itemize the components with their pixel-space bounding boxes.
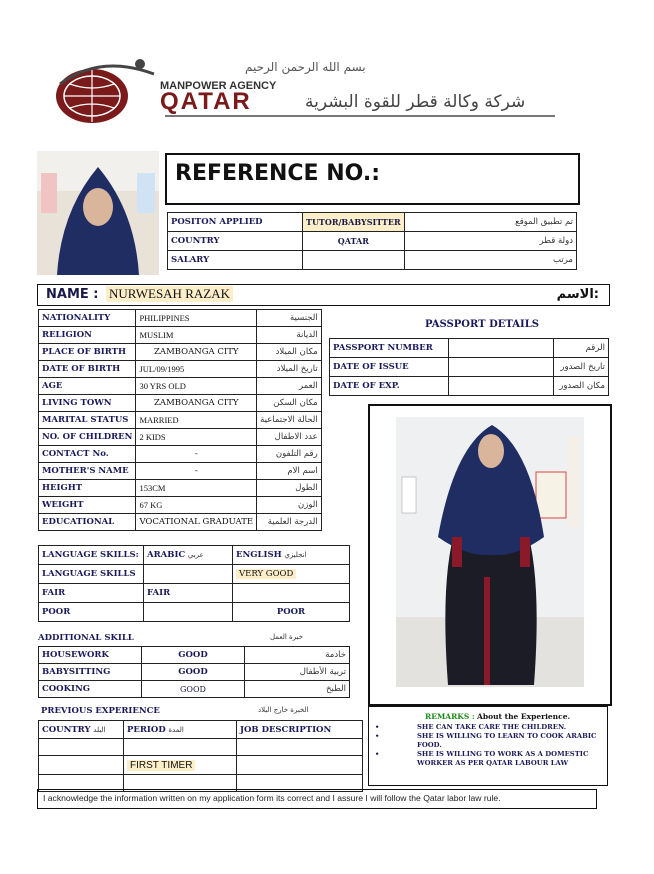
arabic-level: FAIR (144, 584, 233, 603)
detail-label: HEIGHT (39, 480, 136, 497)
passport-table (329, 338, 609, 396)
col-country-ar: البلد (93, 725, 106, 734)
agency-logo (50, 58, 160, 128)
table-row (39, 664, 350, 681)
salary-value (303, 251, 405, 270)
remarks-label: REMARKS : (425, 712, 475, 721)
passport-title: PASSPORT DETAILS (425, 319, 539, 330)
arabic-level (144, 603, 233, 622)
arabic-label: ARABIC (147, 550, 186, 560)
table-row (39, 310, 322, 327)
col-period-label: PERIOD (127, 724, 166, 735)
detail-value: - (136, 463, 257, 480)
arabic-label-ar: عربي (187, 551, 204, 559)
detail-label: RELIGION (39, 327, 136, 344)
calligraphy: بسم الله الرحمن الرحيم (245, 60, 366, 74)
language-header: LANGUAGE SKILLS: (39, 546, 144, 565)
acknowledgement-text: I acknowledge the information written on my application form its correct and I assure I will follow the Qatar labor law rule. (43, 793, 501, 803)
table-row (39, 681, 350, 698)
country-value: QATAR (303, 232, 405, 251)
table-row (39, 721, 363, 739)
detail-arabic: الوزن (257, 497, 322, 514)
remark-text: SHE IS WILLING TO WORK AS A DOMESTIC WORKER AS PER QATAR LABOUR LAW (417, 750, 589, 767)
bullet-icon: • (375, 732, 380, 740)
col-country (39, 721, 124, 739)
detail-label: DATE OF BIRTH (39, 361, 136, 378)
detail-arabic: العمر (257, 378, 322, 395)
table-row (330, 358, 609, 377)
position-table (167, 212, 577, 270)
english-level: VERY GOOD (236, 569, 296, 579)
detail-label: NO. OF CHILDREN (39, 429, 136, 446)
name-arabic: الاسم: (556, 287, 599, 302)
detail-value: VOCATIONAL GRADUATE (136, 514, 257, 531)
remarks-list (375, 723, 601, 768)
table-row (168, 213, 577, 232)
name-bar (37, 284, 610, 306)
passport-value (449, 358, 554, 377)
english-label: ENGLISH (236, 550, 282, 560)
table-row (168, 251, 577, 270)
detail-value: - (136, 446, 257, 463)
remark-text: SHE IS WILLING TO LEARN TO COOK ARABIC FOOD. (417, 732, 597, 749)
passport-arabic: الرقم (554, 339, 609, 358)
detail-label: MOTHER'S NAME (39, 463, 136, 480)
english-label-ar: انجليزي (284, 551, 307, 559)
personal-details-table (38, 309, 322, 531)
first-timer-note: FIRST TIMER (127, 760, 195, 771)
acknowledgement-box (37, 789, 597, 809)
detail-arabic: عدد الاطفال (257, 429, 322, 446)
skill-label: BABYSITTING (39, 664, 142, 681)
skill-label: COOKING (39, 681, 142, 698)
detail-label: MARITAL STATUS (39, 412, 136, 429)
table-row (39, 395, 322, 412)
country-arabic: دولة قطر (404, 232, 576, 251)
list-item (375, 732, 601, 750)
table-row (39, 739, 363, 756)
table-row (39, 756, 363, 775)
experience-table (38, 720, 363, 792)
table-row (39, 480, 322, 497)
additional-skill-table (38, 646, 350, 698)
table-row (39, 463, 322, 480)
agency-name: QATAR (160, 88, 252, 115)
detail-arabic: الطول (257, 480, 322, 497)
table-row (39, 327, 322, 344)
table-row (39, 429, 322, 446)
col-country-label: COUNTRY (42, 724, 91, 735)
remarks-title: About the Experience. (477, 712, 571, 721)
detail-value: 2 KIDS (136, 429, 257, 446)
language-table (38, 545, 350, 622)
col-period (124, 721, 237, 739)
detail-value: MUSLIM (136, 327, 257, 344)
position-arabic: تم تطبيق الموقع (404, 213, 576, 232)
table-row (39, 378, 322, 395)
position-label: POSITON APPLIED (168, 213, 303, 232)
salary-arabic: مرتب (404, 251, 576, 270)
table-row (39, 546, 350, 565)
salary-label: SALARY (168, 251, 303, 270)
passport-value (449, 377, 554, 396)
skill-value: GOOD (142, 647, 245, 664)
detail-label: AGE (39, 378, 136, 395)
detail-value: JUL/09/1995 (136, 361, 257, 378)
detail-value: ZAMBOANGA CITY (136, 395, 257, 412)
table-row (39, 584, 350, 603)
additional-skill-title: ADDITIONAL SKILL (38, 633, 134, 643)
remark-text: SHE CAN TAKE CARE THE CHILDREN. (417, 723, 567, 731)
detail-label: PLACE OF BIRTH (39, 344, 136, 361)
passport-arabic: مكان الصدور (554, 377, 609, 396)
detail-label: LIVING TOWN (39, 395, 136, 412)
passport-label: PASSPORT NUMBER (330, 339, 449, 358)
table-row (39, 412, 322, 429)
detail-arabic: الديانة (257, 327, 322, 344)
skill-arabic: تربية الأطفال (245, 664, 350, 681)
bullet-icon: • (375, 723, 380, 731)
name-value: NURWESAH RAZAK (106, 286, 233, 302)
list-item (375, 750, 601, 768)
detail-label: CONTACT No. (39, 446, 136, 463)
table-row (330, 377, 609, 396)
experience-title: PREVIOUS EXPERIENCE (41, 706, 160, 716)
additional-skill-title-ar: خبرة العمل (270, 633, 303, 641)
position-value: TUTOR/BABYSITTER (303, 213, 405, 232)
detail-arabic: اسم الام (257, 463, 322, 480)
remarks-header (425, 712, 570, 721)
remarks-box (368, 706, 608, 786)
name-label: NAME : (46, 287, 99, 302)
agency-top-label: MANPOWER AGENCY (160, 80, 277, 92)
experience-title-ar: الخبرة خارج البلاد (258, 706, 309, 714)
detail-value: 30 YRS OLD (136, 378, 257, 395)
skill-value: GOOD (142, 664, 245, 681)
detail-arabic: مكان السكن (257, 395, 322, 412)
detail-value: ZAMBOANGA CITY (136, 344, 257, 361)
reference-label: REFERENCE NO.: (175, 161, 381, 186)
detail-value: 153CM (136, 480, 257, 497)
table-row (330, 339, 609, 358)
agency-name-arabic: شركة وكالة قطر للقوة البشرية (305, 92, 526, 112)
country-label: COUNTRY (168, 232, 303, 251)
table-row (39, 514, 322, 531)
english-level: POOR (233, 603, 350, 622)
table-row (39, 446, 322, 463)
detail-value: PHILIPPINES (136, 310, 257, 327)
skill-label: HOUSEWORK (39, 647, 142, 664)
skill-arabic: خادمة (245, 647, 350, 664)
detail-value: MARRIED (136, 412, 257, 429)
detail-arabic: الدرجة العلمية (257, 514, 322, 531)
passport-label: DATE OF ISSUE (330, 358, 449, 377)
table-row (39, 361, 322, 378)
applicant-photo-portrait (37, 151, 159, 275)
applicant-photo-full (396, 417, 584, 687)
english-level (233, 584, 350, 603)
detail-arabic: مكان الميلاد (257, 344, 322, 361)
table-row (39, 497, 322, 514)
skill-value: GOOD (142, 681, 245, 698)
table-row (39, 344, 322, 361)
col-job: JOB DESCRIPTION (237, 721, 363, 739)
passport-label: DATE OF EXP. (330, 377, 449, 396)
detail-arabic: الجنسية (257, 310, 322, 327)
passport-value (449, 339, 554, 358)
col-period-ar: المدة (168, 725, 184, 734)
table-row (39, 565, 350, 584)
arabic-level (144, 565, 233, 584)
language-row-label: LANGUAGE SKILLS (39, 565, 144, 584)
arabic-column-header (144, 546, 233, 565)
detail-value: 67 KG (136, 497, 257, 514)
language-row-label: POOR (39, 603, 144, 622)
list-item (375, 723, 601, 732)
detail-arabic: رقم التلفون (257, 446, 322, 463)
detail-label: EDUCATIONAL (39, 514, 136, 531)
detail-arabic: الحالة الاجتماعية (257, 412, 322, 429)
agency-underline (165, 115, 555, 117)
table-row (39, 603, 350, 622)
bullet-icon: • (375, 750, 380, 758)
language-row-label: FAIR (39, 584, 144, 603)
reference-box (165, 153, 580, 205)
table-row (168, 232, 577, 251)
table-row (39, 647, 350, 664)
detail-label: NATIONALITY (39, 310, 136, 327)
passport-arabic: تاريخ الصدور (554, 358, 609, 377)
english-column-header (233, 546, 350, 565)
detail-arabic: تاريخ الميلاد (257, 361, 322, 378)
detail-label: WEIGHT (39, 497, 136, 514)
skill-arabic: الطبخ (245, 681, 350, 698)
